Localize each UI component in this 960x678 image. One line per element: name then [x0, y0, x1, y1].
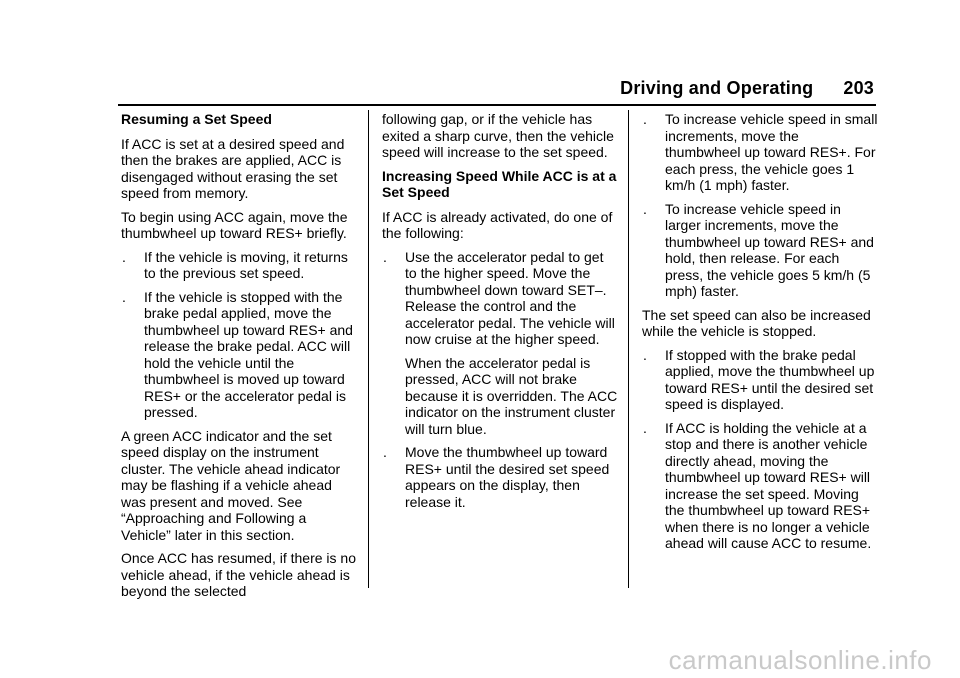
bullet-item: [382, 444, 618, 510]
bullet-item: [121, 249, 357, 282]
bullet-mark: .: [122, 248, 126, 265]
bullet-mark: .: [643, 419, 647, 436]
bullet-text: Move the thumbwheel up toward RES+ until the desired set speed appears on the display, then release it.: [405, 444, 610, 510]
bullet-mark: .: [643, 200, 647, 217]
bullet-text: If the vehicle is moving, it returns to the previous set speed.: [144, 248, 348, 281]
paragraph: If ACC is already activated, do one of the following:: [382, 208, 613, 241]
column-3: [642, 111, 878, 559]
header-rule: [118, 104, 876, 106]
bullet-mark: .: [383, 248, 387, 265]
column-2: [382, 111, 618, 517]
bullet-item: [642, 420, 878, 552]
bullet-mark: .: [122, 288, 126, 305]
bullet-continuation: When the accelerator pedal is pressed, ACC will not brake because it is overridden. The ACC indicator on the instrument cluster will turn blue.: [405, 354, 618, 437]
bullet-mark: .: [643, 346, 647, 363]
heading-increasing-speed: Increasing Speed While ACC is at a Set Speed: [382, 167, 617, 200]
paragraph: A green ACC indicator and the set speed display on the instrument cluster. The vehicle ahead indicator may be flashing if a vehicle ahead was present and moved. See “Approaching and Following a Vehicle” later in this section.: [121, 427, 341, 543]
bullet-text: To increase vehicle speed in small increments, move the thumbwheel up toward RES+. For each press, the vehicle goes 1 km/h (1 mph) faster.: [665, 111, 878, 193]
bullet-text: If stopped with the brake pedal applied, move the thumbwheel up toward RES+ until the desired set speed is displayed.: [665, 346, 875, 412]
paragraph: following gap, or if the vehicle has exited a sharp curve, then the vehicle speed will increase to the set speed.: [382, 111, 614, 160]
bullet-mark: .: [383, 444, 387, 460]
watermark: carmanualsonline.info: [668, 645, 932, 675]
bullet-item: [121, 289, 357, 421]
paragraph: To begin using ACC again, move the thumbwheel up toward RES+ briefly.: [121, 208, 348, 241]
paragraph: The set speed can also be increased while the vehicle is stopped.: [642, 306, 871, 339]
page-number: 203: [843, 78, 874, 98]
bullet-item: [382, 249, 618, 438]
section-title: Driving and Operating: [620, 78, 814, 98]
column-divider: [628, 110, 629, 588]
heading-resuming-set-speed: Resuming a Set Speed: [121, 111, 272, 127]
paragraph: If ACC is set at a desired speed and then the brakes are applied, ACC is disengaged without erasing the set speed from memory.: [121, 135, 345, 201]
bullet-text: To increase vehicle speed in larger increments, move the thumbwheel up toward RES+ and hold, then release. For each press, the vehicle goes 5 km/h (5 mph) faster.: [665, 200, 874, 299]
bullet-item: [642, 111, 878, 194]
bullet-item: [642, 347, 878, 413]
bullet-text: Use the accelerator pedal to get to the higher speed. Move the thumbwheel down toward SET–. Release the control and the accelerator pedal. The vehicle will now cruise at the higher speed.: [405, 248, 615, 347]
column-1: [121, 111, 357, 607]
column-divider: [368, 110, 369, 588]
paragraph: Once ACC has resumed, if there is no vehicle ahead, if the vehicle ahead is beyond the selected: [121, 550, 356, 599]
bullet-item: [642, 201, 878, 300]
bullet-text: If ACC is holding the vehicle at a stop and there is another vehicle directly ahead, moving the thumbwheel up toward RES+ will increase the set speed. Moving the thumbwheel up toward RES+ when there is no longer a vehicle ahead will cause ACC to resume.: [665, 419, 872, 551]
page-header: [620, 78, 874, 99]
bullet-mark: .: [643, 111, 647, 127]
bullet-text: If the vehicle is stopped with the brake pedal applied, move the thumbwheel up toward RES+ and release the brake pedal. ACC will hold the vehicle until the thumbwheel is moved up toward RES+ or the accelerator pedal is pressed.: [144, 288, 353, 420]
